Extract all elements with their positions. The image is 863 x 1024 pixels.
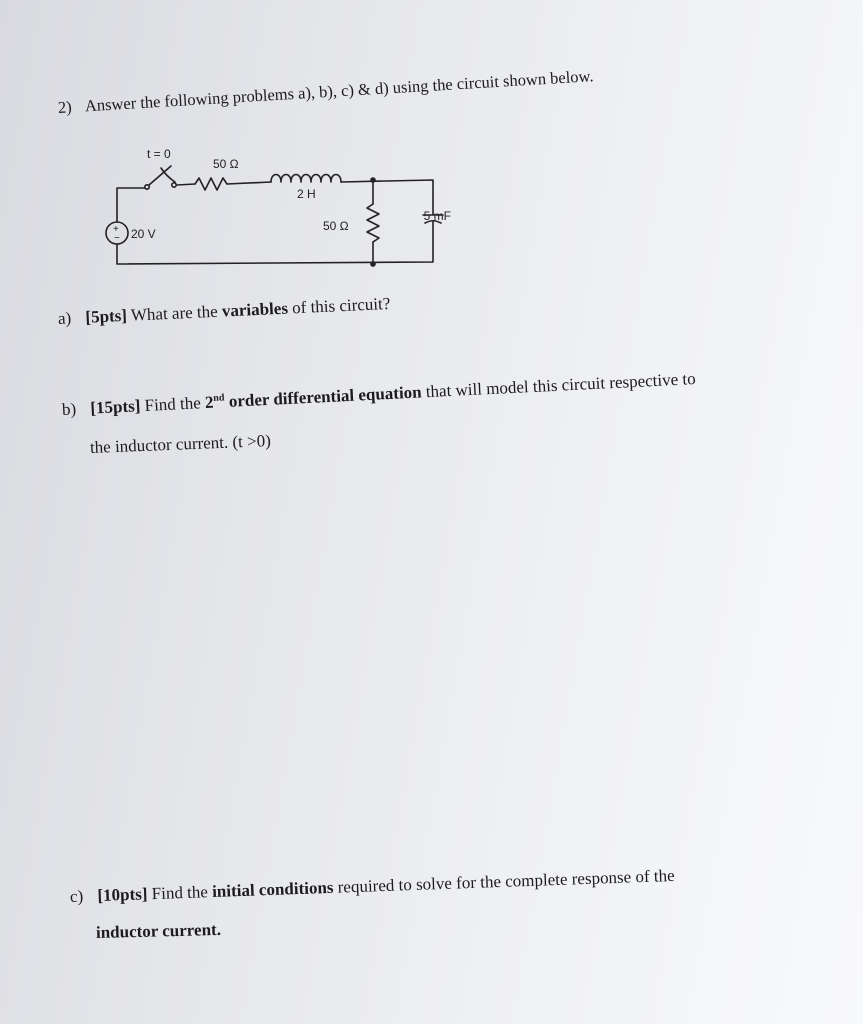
wire-bottom [117,222,433,264]
source-label: 20 V [131,227,156,241]
wire-resistor-inductor [227,182,271,184]
resistor1-symbol [195,178,227,190]
part-c-points: [10pts] [97,884,148,906]
part-b-question [62,369,697,420]
part-b-bold: order differential equation [228,382,423,411]
part-a-question [58,294,391,329]
wire-top-right [341,180,433,200]
part-c-question-line2: inductor current. [95,919,222,942]
node-top [371,178,375,182]
part-b-letter: b) [61,399,77,419]
part-c-letter: c) [69,886,84,906]
part-b-text-after: that will model this circuit respective to [425,369,697,402]
resistor2-symbol [367,204,379,242]
problem-intro-text: Answer the following problems a), b), c) & d) using the circuit shown below. [84,66,594,116]
part-c-text-after: required to solve for the complete response of the [337,865,675,897]
resistor2-label: 50 Ω [323,219,349,233]
part-a-text-before: What are the [130,301,219,325]
inductor-symbol [271,175,341,183]
part-a-points: [5pts] [84,305,128,327]
switch-terminal-right [172,183,176,187]
switch-label: t = 0 [147,147,171,161]
part-b-question-line2: the inductor current. (t >0) [89,431,272,457]
switch-arrow [161,168,175,182]
inductor-label: 2 H [297,187,316,201]
circuit-diagram [95,140,455,280]
part-b-order-sup: nd [213,392,225,404]
part-b-text-before: Find the [144,393,202,415]
wire-left-top [117,188,145,222]
part-c-question [70,866,675,907]
part-c-bold: initial conditions [211,877,334,902]
part-a-text-after: of this circuit? [291,293,391,318]
source-minus-sign: − [114,233,120,244]
problem-intro [57,66,594,118]
part-c-text-before: Find the [151,882,209,904]
part-b-order-number: 2 [204,392,214,412]
problem-number: 2) [57,97,73,117]
part-b-points: [15pts] [89,396,141,418]
part-a-bold: variables [221,298,289,321]
wire-switch-resistor [177,184,195,185]
source-plus-sign: + [113,224,119,235]
capacitor-label: 5 mF [423,209,451,223]
resistor1-label: 50 Ω [213,157,239,171]
part-a-letter: a) [57,308,72,328]
